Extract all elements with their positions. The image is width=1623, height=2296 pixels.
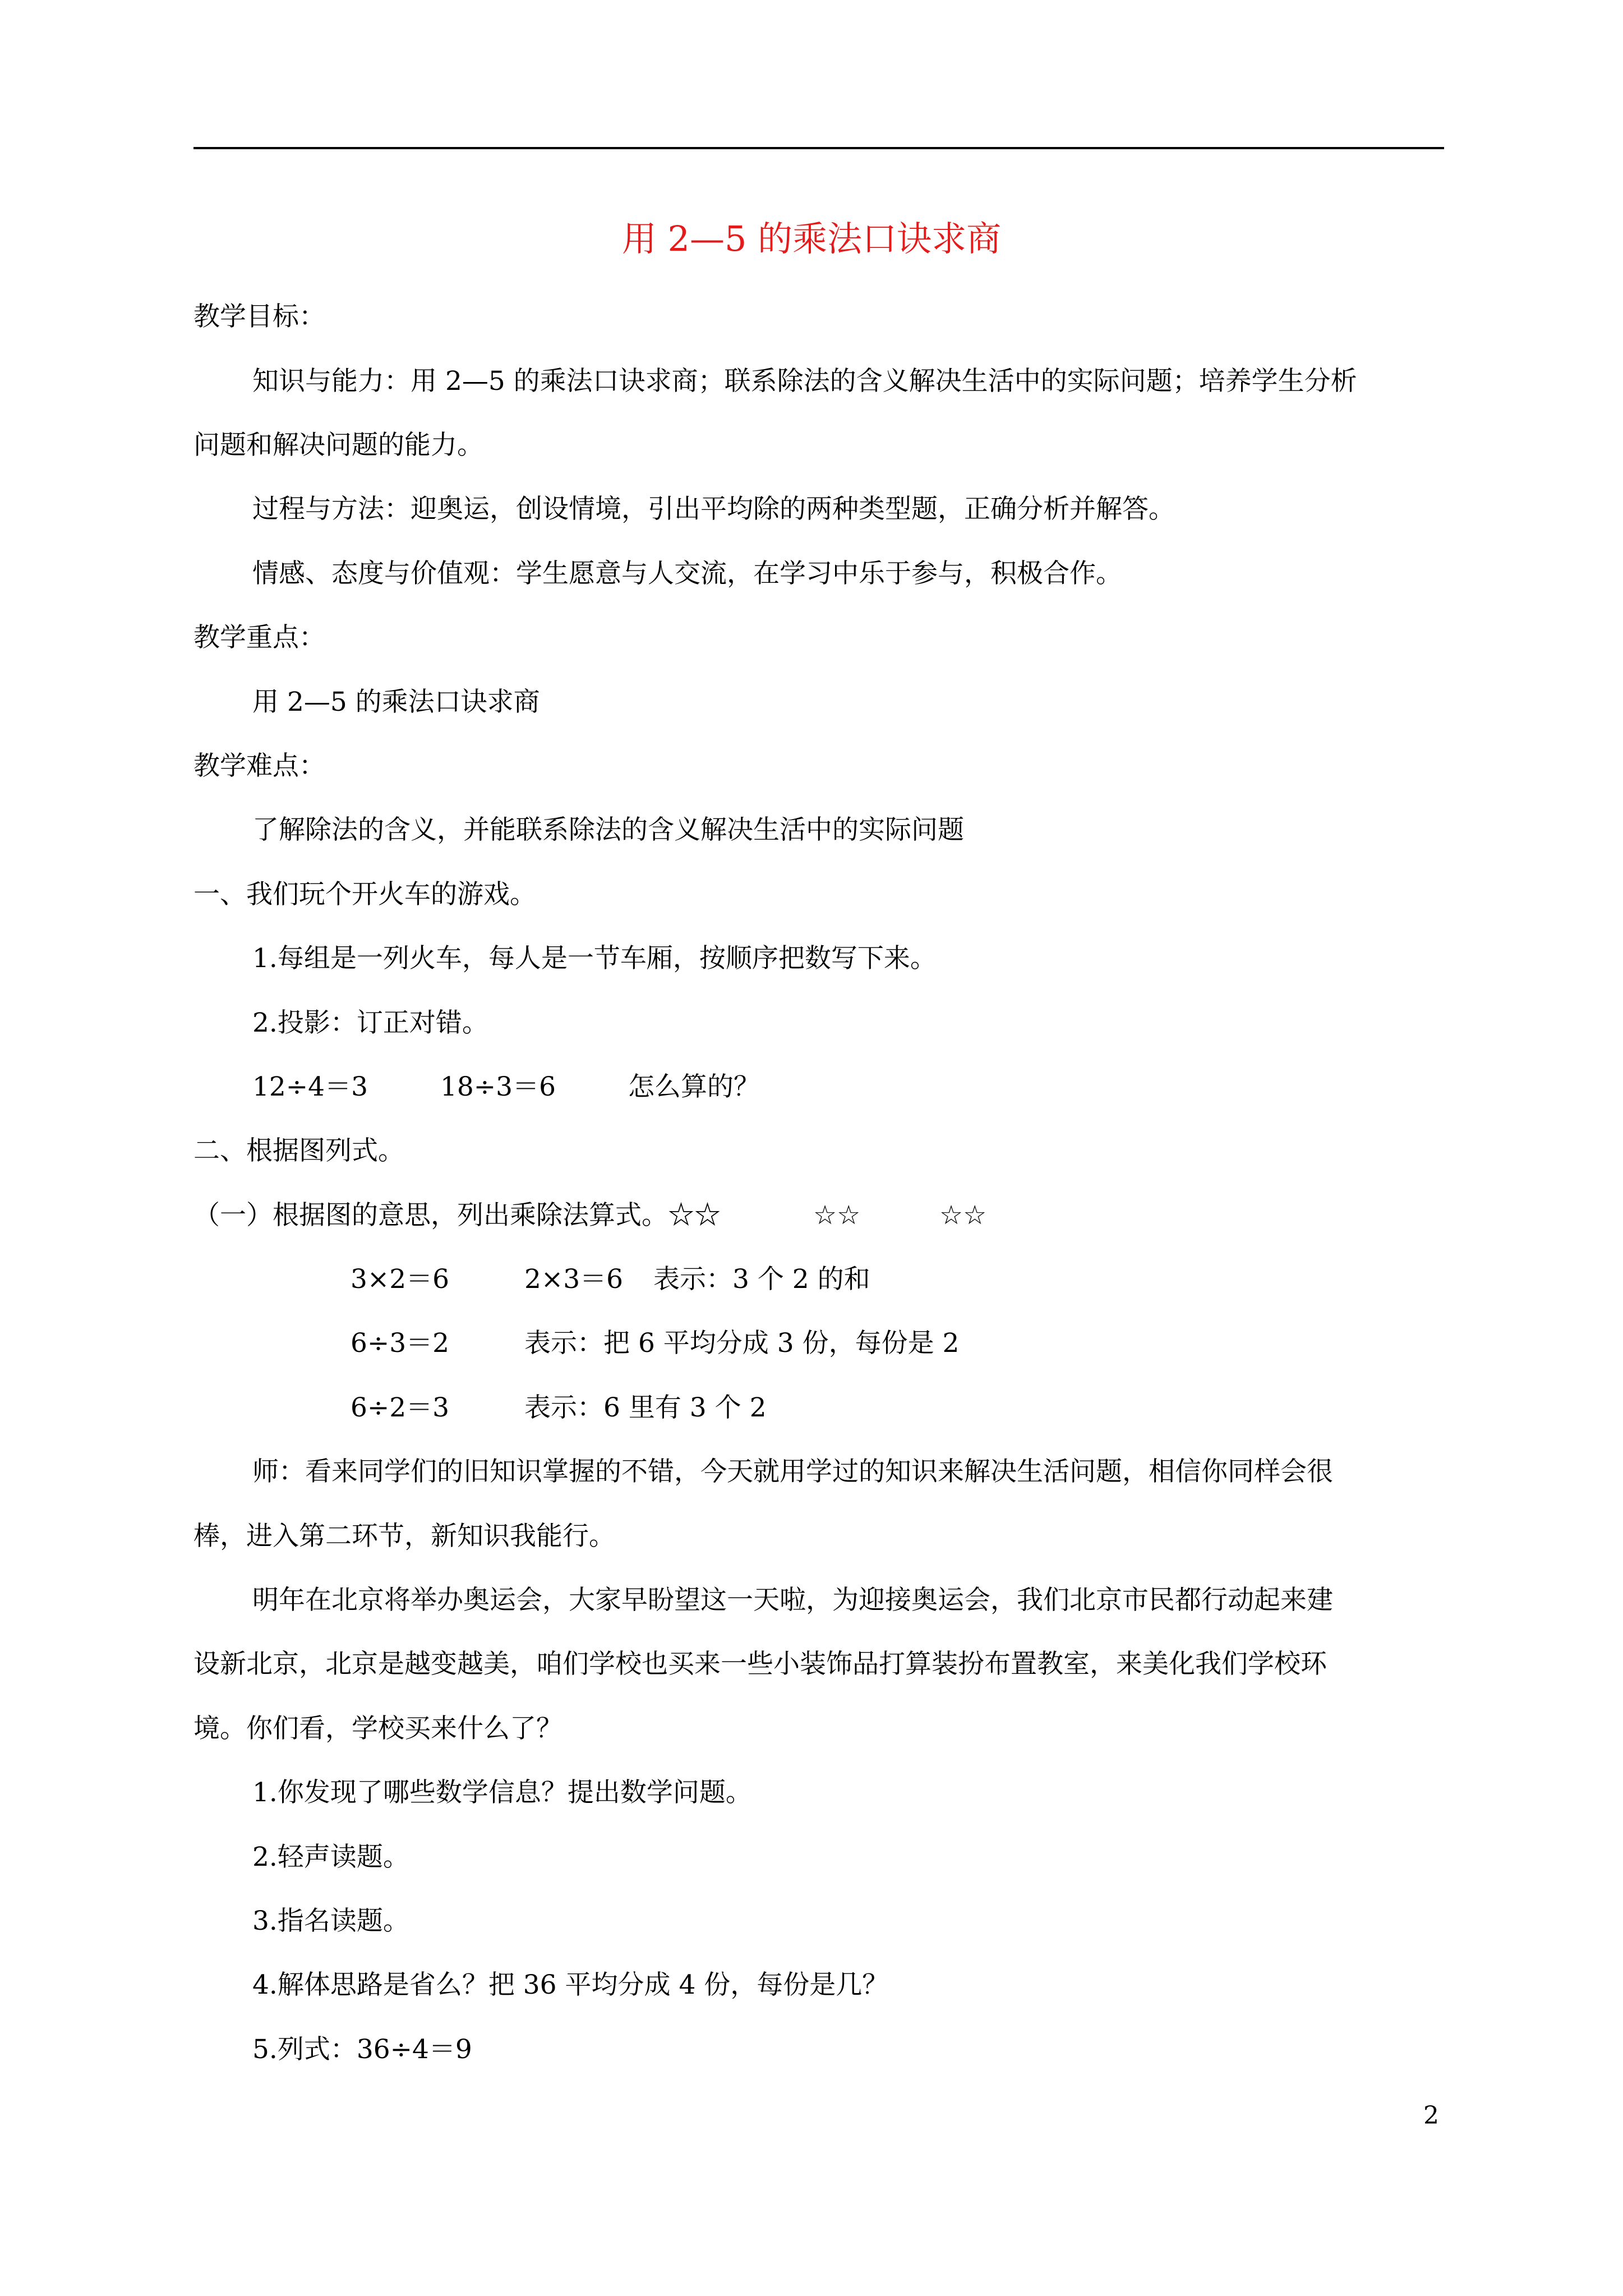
stars-group-2: ☆☆ bbox=[813, 1200, 861, 1231]
meaning-split: 表示：把 6 平均分成 3 份，每份是 2 bbox=[524, 1328, 960, 1359]
goal-knowledge: 知识与能力：用 2—5 的乘法口诀求商；联系除法的含义解决生活中的实际问题；培养学生分析 bbox=[252, 366, 1357, 397]
stars-group-3: ☆☆ bbox=[939, 1200, 987, 1231]
teacher-remark: 师：看来同学们的旧知识掌握的不错，今天就用学过的知识来解决生活问题，相信你同样会很 bbox=[252, 1456, 1333, 1487]
equation-3x2: 3×2＝6 bbox=[351, 1264, 450, 1295]
step-1: 1.你发现了哪些数学信息？提出数学问题。 bbox=[252, 1777, 752, 1808]
difficulty-text: 了解除法的含义，并能联系除法的含义解决生活中的实际问题 bbox=[252, 815, 964, 845]
goal-process: 过程与方法：迎奥运，创设情境，引出平均除的两种类型题，正确分析并解答。 bbox=[252, 494, 1175, 524]
lesson-title: 用 2—5 的乘法口诀求商 bbox=[621, 218, 1002, 259]
equation-2x3: 2×3＝6 bbox=[524, 1264, 624, 1295]
heading-key-point: 教学重点： bbox=[193, 622, 325, 653]
equation-6-div-3: 6÷3＝2 bbox=[351, 1328, 450, 1359]
equation-12-div-4: 12÷4＝3 bbox=[252, 1071, 368, 1102]
section-one-heading: 一、我们玩个开火车的游戏。 bbox=[193, 879, 536, 910]
heading-difficulty: 教学难点： bbox=[193, 751, 325, 781]
goal-knowledge-cont: 问题和解决问题的能力。 bbox=[193, 430, 483, 461]
goal-attitude: 情感、态度与价值观：学生愿意与人交流，在学习中乐于参与，积极合作。 bbox=[252, 558, 1122, 589]
step-5: 5.列式：36÷4＝9 bbox=[252, 2034, 472, 2065]
section-two-heading: 二、根据图列式。 bbox=[193, 1135, 404, 1166]
key-point-text: 用 2—5 的乘法口诀求商 bbox=[252, 687, 540, 717]
scenario-line-1: 明年在北京将举办奥运会，大家早盼望这一天啦，为迎接奥运会，我们北京市民都行动起来建 bbox=[252, 1585, 1333, 1616]
heading-teaching-goals: 教学目标： bbox=[193, 301, 325, 332]
scenario-line-3: 境。你们看，学校买来什么了？ bbox=[193, 1713, 562, 1744]
header-rule bbox=[193, 147, 1444, 149]
step-2: 2.轻声读题。 bbox=[252, 1842, 409, 1872]
sub-section-one: （一）根据图的意思，列出乘除法算式。☆☆ bbox=[193, 1200, 721, 1231]
how-calculated: 怎么算的？ bbox=[628, 1071, 760, 1102]
scenario-line-2: 设新北京，北京是越变越美，咱们学校也买来一些小装饰品打算装扮布置教室，来美化我们学校环 bbox=[193, 1649, 1327, 1680]
meaning-contains: 表示：6 里有 3 个 2 bbox=[524, 1392, 767, 1423]
equation-6-div-2: 6÷2＝3 bbox=[351, 1392, 450, 1423]
equation-18-div-3: 18÷3＝6 bbox=[440, 1071, 556, 1102]
section-one-item-1: 1.每组是一列火车，每人是一节车厢，按顺序把数写下来。 bbox=[252, 943, 937, 974]
step-3: 3.指名读题。 bbox=[252, 1906, 409, 1936]
step-4: 4.解体思路是省么？把 36 平均分成 4 份，每份是几？ bbox=[252, 1970, 889, 2000]
teacher-remark-cont: 棒，进入第二环节，新知识我能行。 bbox=[193, 1521, 615, 1552]
section-one-item-2: 2.投影：订正对错。 bbox=[252, 1007, 488, 1038]
meaning-sum: 表示：3 个 2 的和 bbox=[653, 1264, 870, 1295]
page-number: 2 bbox=[1423, 2101, 1439, 2130]
